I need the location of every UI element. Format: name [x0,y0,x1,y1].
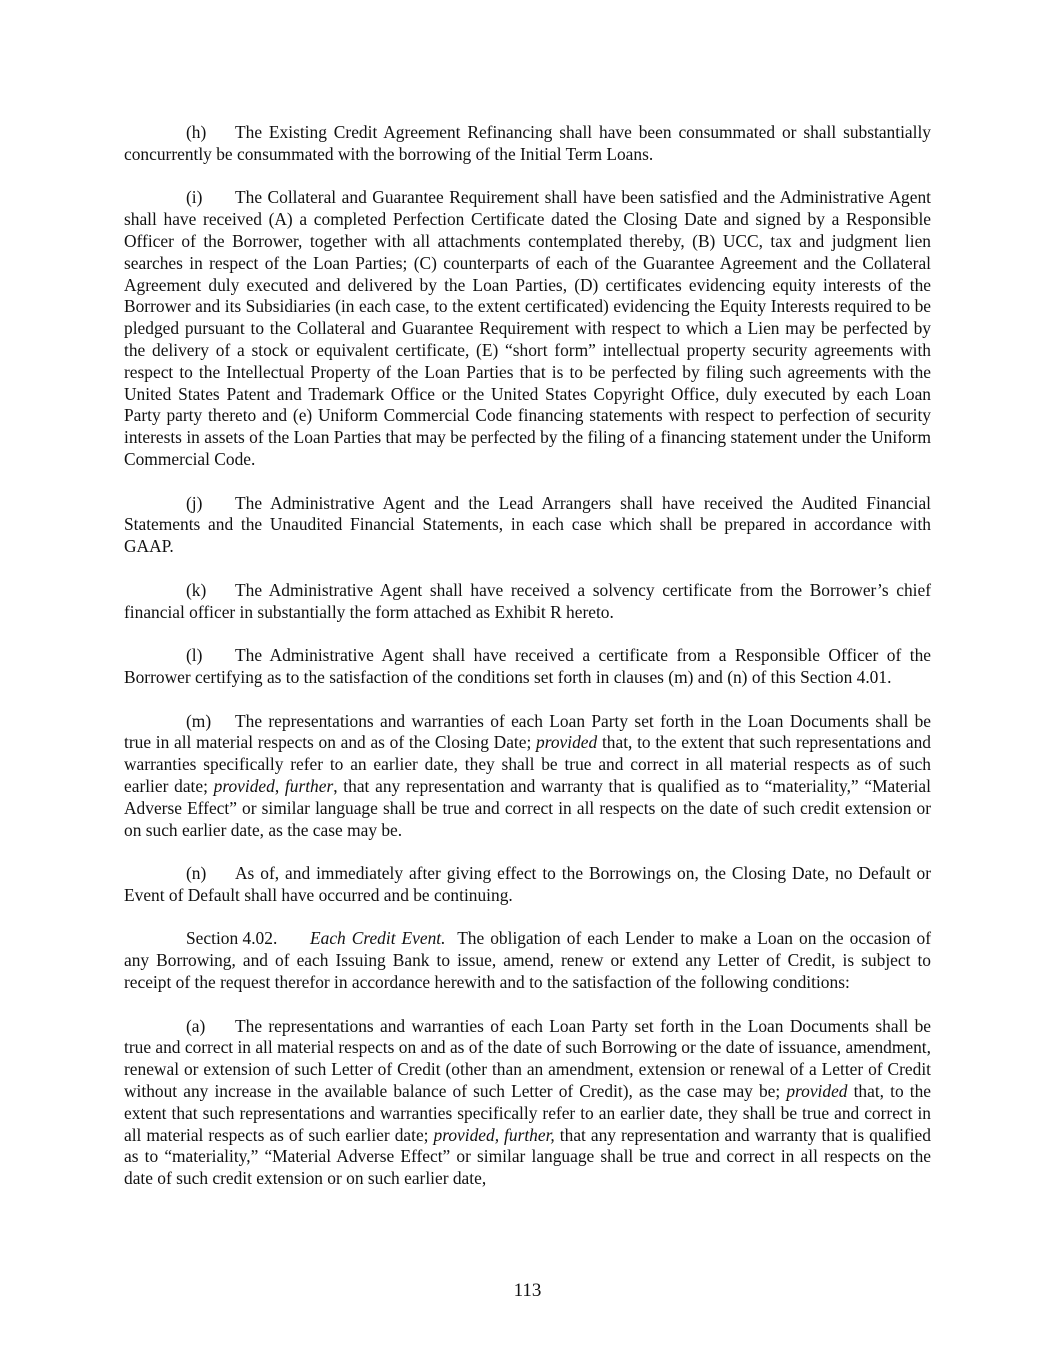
paragraph-text: The Existing Credit Agreement Refinancing shall have been consummated or shall substantially concurrently be consummated with the borrowing of the Initial Term Loans. [124,122,931,164]
clause-label: (h) [186,122,207,142]
section-4-02 [124,928,931,993]
paragraph-text: The Administrative Agent shall have received a certificate from a Responsible Officer of the Borrower certifying as to the satisfaction of the conditions set forth in clauses (m) and (n) of this Section 4.01. [124,645,931,687]
paragraph-text: The representations and warranties of each Loan Party set forth in the Loan Documents shall be true and correct in all material respects on and as of the date of such Borrowing or the date of issuance, amendment, renewal or extension of such Letter of Credit (other than an amendment, extension or renewal of a Letter of Credit without any increase in the available balance of such Letter of Credit), as the case may be; [124,1015,931,1102]
clause-label: (l) [186,645,203,666]
document-page [124,122,931,1190]
paragraph-text: The Collateral and Guarantee Requirement shall have been satisfied and the Administrative Agent shall have received (A) a completed Perfection Certificate dated the Closing Date and signed by a Responsible Officer of the Borrower, together with all attachments contemplated thereby, (B) UCC, tax and judgment lien searches in respect of the Loan Parties; (C) counterparts of each of the Guarantee Agreement and the Collateral Agreement duly executed and delivered by the Loan Parties, (D) certificates evidencing equity interests of the Borrower and its Subsidiaries (in each case, to the extent certificated) evidencing the Equity Interests required to be pledged pursuant to the Collateral and Guarantee Requirement with respect to which a Lien may be perfected by the delivery of a stock or equivalent certificate, (E) “short form” intellectual property security agreements with respect to the Intellectual Property of the Loan Parties that is to be perfected by filing such agreements with the United States Patent and Trademark Office or the United States Copyright Office, duly executed by each Loan Party party thereto and (e) Uniform Commercial Code financing statements with respect to perfection of security interests in assets of the Loan Parties that may be perfected by the filing of a financing statement under the Uniform Commercial Code. [124,187,931,469]
paragraph-n [124,863,931,907]
clause-label: (i) [186,187,203,208]
page-number: 113 [513,1280,542,1301]
paragraph-text: that any representation and warranty that is qualified as to “materiality,” “Material Adverse Effect” or similar language shall be true and correct in all respects on the date of such credit extension or on such earlier date, [124,1124,931,1189]
clause-label: (k) [186,579,207,600]
section-number: Section 4.02. [186,928,278,949]
paragraph-text: The obligation of each Lender to make a Loan on the occasion of any Borrowing, and of each Issuing Bank to issue, amend, renew or extend any Letter of Credit, is subject to receipt of the request therefor in accordance herewith and to the satisfaction of the following conditions: [124,928,931,993]
paragraph-i [124,187,931,470]
clause-label: (a) [186,1015,206,1036]
paragraph-text: The representations and warranties of each Loan Party set forth in the Loan Documents shall be true in all material respects on and as of the Closing Date; [124,710,931,753]
provided-further-term: provided, further, [433,1124,555,1145]
paragraph-text: that, to the extent that such representations and warranties specifically refer to an earlier date, they shall be true and correct in all material respects as of such earlier date; [124,732,932,796]
paragraph-text: , [274,775,285,796]
paragraph-text: that, to the extent that such representations and warranties specifically refer to an earlier date, they shall be true and correct in all material respects as of such earlier date; [124,1081,931,1145]
paragraph-m [124,711,931,842]
paragraph-k [124,580,931,624]
paragraph-l [124,645,931,689]
paragraph-h [124,122,931,166]
clause-label: (n) [186,863,207,884]
paragraph-text: As of, and immediately after giving effect to the Borrowings on, the Closing Date, no Default or Event of Default shall have occurred and be continuing. [124,863,931,905]
paragraph-text: The Administrative Agent and the Lead Arrangers shall have received the Audited Financial Statements and the Unaudited Financial Statements, in each case which shall be prepared in accordance with GAAP. [124,492,931,557]
paragraph-4-02-a [124,1016,931,1190]
section-title: Each Credit Event. [310,928,446,949]
provided-term: provided [213,775,275,796]
clause-label: (j) [186,492,203,513]
paragraph-text: The Administrative Agent shall have received a solvency certificate from the Borrower’s chief financial officer in substantially the form attached as Exhibit R hereto. [124,579,931,622]
further-term: further [284,775,334,796]
clause-label: (m) [186,710,212,731]
provided-term: provided [536,732,598,753]
paragraph-text: , that any representation and warranty that is qualified as to “materiality,” “Material Adverse Effect” or similar language shall be true and correct in all respects on the date of such credit extension or on such earlier date, as the case may be. [124,775,931,840]
provided-term: provided [786,1081,848,1102]
paragraph-j [124,493,931,558]
